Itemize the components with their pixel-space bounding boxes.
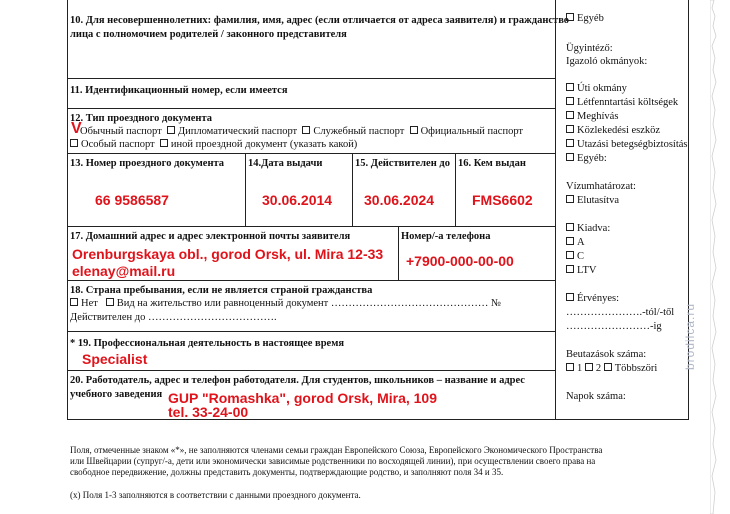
checkbox-issued[interactable] (566, 223, 574, 231)
option-no-residence[interactable]: Нет (81, 298, 98, 309)
decision-issued: Kiadva: (566, 222, 610, 235)
field-20-label-line2: учебного заведения (70, 389, 163, 400)
checkbox-residence-permit[interactable] (106, 298, 114, 306)
checkbox-valid[interactable] (566, 293, 574, 301)
checkbox-entry-1[interactable] (566, 363, 574, 371)
option-service-passport[interactable]: Служебный паспорт (313, 126, 405, 137)
phone-value[interactable]: +7900-000-00-00 (406, 253, 514, 269)
divider-15-16 (455, 153, 456, 226)
valid-until-value[interactable]: 30.06.2024 (364, 192, 435, 208)
torn-page-edge (710, 0, 730, 514)
option-diplomatic-passport[interactable]: Дипломатический паспорт (177, 126, 298, 137)
checkbox-type-ltv[interactable] (566, 265, 574, 273)
field-15-label: 15. Действителен до (355, 158, 450, 169)
field-13-label: 13. Номер проездного документа (70, 158, 225, 169)
checkbox-doc-subsistence[interactable] (566, 97, 574, 105)
checkbox-refused[interactable] (566, 195, 574, 203)
issue-date-value[interactable]: 30.06.2014 (262, 192, 333, 208)
home-address-value[interactable]: Orenburgskaya obl., gorod Orsk, ul. Mira 12-33 (72, 246, 384, 262)
passport-type-options-row2 (70, 138, 357, 151)
field-18-label: 18. Страна пребывания, если не является страной гражданства (70, 285, 373, 296)
checkbox-official[interactable] (410, 126, 418, 134)
valid-title: Érvényes: (566, 292, 619, 305)
checkbox-doc-other[interactable] (566, 153, 574, 161)
field-12-label: 12. Тип проездного документа (70, 113, 213, 124)
visa-decision-title: Vízumhatározat: (566, 181, 636, 192)
divider-14-15 (352, 153, 353, 226)
footer-note-x: (x) Поля 1-3 заполняются в соответствии с данными проездного документа. (70, 490, 361, 500)
issued-by-value[interactable]: FMS6602 (472, 192, 533, 208)
option-special-passport[interactable]: Особый паспорт (81, 139, 155, 150)
footer-note-line3: свободное передвижение, должны представить документы, подтверждающие родство, и заполняют поля 34 и 35. (70, 467, 504, 477)
residence-valid-until: Действителен до ………………………………. (70, 312, 277, 323)
option-ordinary-passport[interactable]: Обычный паспорт (80, 126, 162, 137)
passport-type-options-row1 (80, 125, 523, 138)
official-other: Egyéb (566, 12, 604, 25)
entries-title: Beutazások száma: (566, 349, 647, 360)
option-other-document[interactable]: иной проездной документ (указать какой) (170, 139, 358, 150)
divider-17-phone (398, 226, 399, 280)
days-title: Napok száma: (566, 391, 626, 402)
field-10-label-line1: 10. Для несовершеннолетних: фамилия, имя, адрес (если отличается от адреса заявителя) и гражданство (70, 15, 570, 26)
type-a: A (566, 236, 585, 249)
employer-value[interactable]: GUP "Romashka", gorod Orsk, Mira, 109 (168, 390, 437, 406)
checkbox-entry-multi[interactable] (604, 363, 612, 371)
residence-options (70, 297, 501, 310)
checkbox-official-other[interactable] (566, 13, 574, 21)
occupation-value[interactable]: Specialist (82, 351, 148, 367)
checkbox-type-c[interactable] (566, 251, 574, 259)
footer-note-line1: Поля, отмеченные знаком «*», не заполняются членами семьи граждан Европейского Союза, Европейского Экономического Пространства (70, 445, 603, 455)
email-value[interactable]: elenay@mail.ru (72, 263, 176, 279)
checkbox-doc-insurance[interactable] (566, 139, 574, 147)
footer-note-line2: или Швейцарии (супруг/-а, дети или экономически зависимые родственники по восходящей линии), при осуществлении своего права на (70, 456, 596, 466)
field-19-label: * 19. Профессиональная деятельность в настоящее время (70, 338, 345, 349)
case-officer-label: Ügyintéző: (566, 43, 613, 54)
phone-label: Номер/-а телефона (401, 231, 491, 242)
field-11-label: 11. Идентификационный номер, если имеется (70, 85, 288, 96)
type-ltv: LTV (566, 264, 596, 277)
row-separator-19 (67, 370, 556, 371)
row-separator-17 (67, 280, 556, 281)
passport-type-check-mark: V (71, 120, 82, 137)
checkbox-doc-transport[interactable] (566, 125, 574, 133)
field-17-label: 17. Домашний адрес и адрес электронной почты заявителя (70, 231, 351, 242)
row-separator-11 (67, 108, 556, 109)
checkbox-service[interactable] (302, 126, 310, 134)
checkbox-diplomatic[interactable] (167, 126, 175, 134)
field-16-label: 16. Кем выдан (458, 158, 526, 169)
form-mid-border (555, 0, 556, 420)
divider-13-14 (245, 153, 246, 226)
checkbox-doc-travel[interactable] (566, 83, 574, 91)
doc-subsistence: Létfenntartási költségek (566, 96, 678, 109)
doc-travel: Úti okmány (566, 82, 627, 95)
row-separator-13 (67, 226, 556, 227)
field-20-label-line1: 20. Работодатель, адрес и телефон работодателя. Для студентов, школьников – название и адрес (70, 375, 525, 386)
doc-transport: Közlekedési eszköz (566, 124, 660, 137)
option-residence-permit[interactable]: Вид на жительство или равноценный документ ……………………………………… № (116, 298, 501, 309)
row-separator-18 (67, 331, 556, 332)
checkbox-type-a[interactable] (566, 237, 574, 245)
employer-phone-value[interactable]: tel. 33-24-00 (168, 404, 249, 420)
passport-number-value[interactable]: 66 9586587 (95, 192, 169, 208)
checkbox-no-residence[interactable] (70, 298, 78, 306)
doc-other: Egyéb: (566, 152, 607, 165)
doc-invitation: Meghívás (566, 110, 618, 123)
checkbox-entry-2[interactable] (585, 363, 593, 371)
checkbox-special[interactable] (70, 139, 78, 147)
checkbox-doc-invitation[interactable] (566, 111, 574, 119)
supporting-docs-title: Igazoló okmányok: (566, 56, 648, 67)
row-separator-10 (67, 78, 556, 79)
valid-from: ………………….-tól/-től (566, 307, 675, 318)
form-left-border (67, 0, 68, 420)
type-c: C (566, 250, 584, 263)
form-bottom-border (67, 419, 689, 420)
watermark: brodilca.ru (683, 302, 697, 370)
field-14-label: 14.Дата выдачи (248, 158, 323, 169)
checkbox-other-document[interactable] (160, 139, 168, 147)
valid-to: ……………………-ig (566, 321, 662, 332)
field-10-label-line2: лица с полномочием родителей / законного представителя (70, 29, 347, 40)
decision-refused: Elutasítva (566, 194, 619, 207)
doc-insurance: Utazási betegségbiztosítás (566, 138, 688, 151)
entries-options: 1 2 Többszöri (566, 362, 657, 375)
row-separator-12 (67, 153, 556, 154)
option-official-passport[interactable]: Официальный паспорт (420, 126, 524, 137)
